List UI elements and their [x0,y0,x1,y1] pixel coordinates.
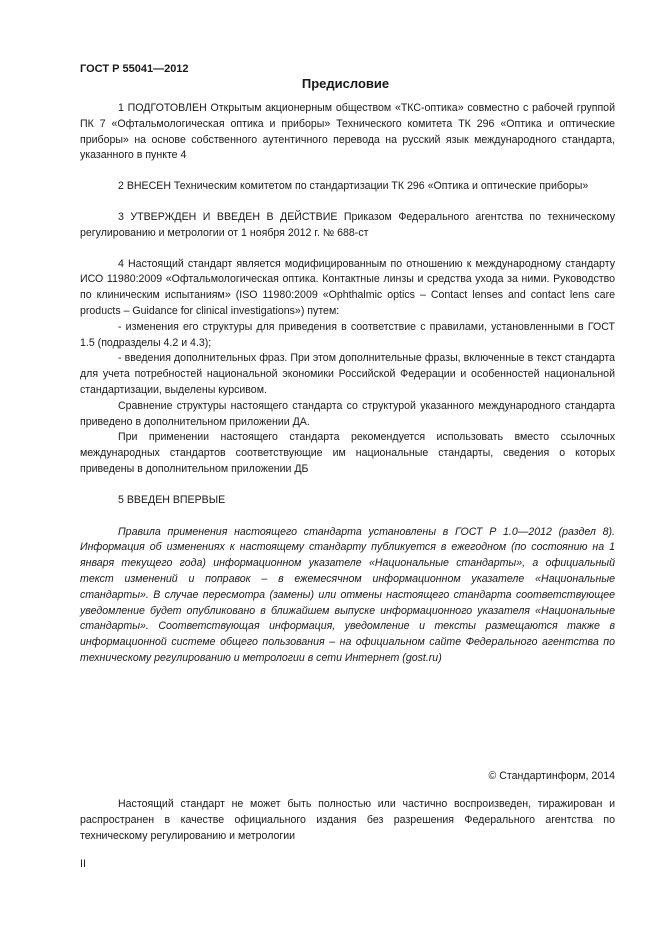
copyright: © Стандартинформ, 2014 [488,770,615,782]
paragraph-2: 2 ВНЕСЕН Техническим комитетом по стандартизации ТК 296 «Оптика и оптические приборы» [118,180,589,193]
paragraph-4d: При применении настоящего стандарта рекомендуется использовать вместо ссылочных международных стандартов соответствующие им национальные стандарты, сведения о которых приведены в дополнительном приложении ДБ [80,431,615,475]
paragraph-4c: Сравнение структуры настоящего стандарта со структурой указанного международного стандарта приведено в дополнительном приложении ДА. [80,399,615,428]
page-number: II [80,858,86,870]
page-title: Предисловие [301,76,390,91]
paragraph-3: 3 УТВЕРЖДЕН И ВВЕДЕН В ДЕЙСТВИЕ Приказом Федерального агентства по техническому регулированию и метрологии от 1 ноября 2012 г. № 688-ст [80,210,615,239]
paragraph-4: 4 Настоящий стандарт является модифицированным по отношению к международному стандарту ИСО 11980:2009 «Офтальмологическая оптика. Контактные линзы и средства ухода за ними. Руководство по клиническим испытаниям» (ISO 11980:2009 «Ophthalmic optics – Contact lenses and contact lens care products – Guidance for clinical investigations») путем: [80,257,615,317]
standard-code: ГОСТ Р 55041—2012 [80,63,189,75]
reproduction-notice: Настоящий стандарт не может быть полностью или частично воспроизведен, тиражирован и распространен в качестве официального издания без разрешения Федерального агентства по техническому регулированию и метрологии [80,798,615,842]
paragraph-6-application-rules: Правила применения настоящего стандарта установлены в ГОСТ Р 1.0—2012 (раздел 8). Информация об изменениях к настоящему стандарту публикуется в ежегодном (по состоянию на 1 января текущего года) информационном указателе «Национальные стандарты», а официальный текст изменений и поправок – в ежемесячном информационном указателе «Национальные стандарты». В случае пересмотра (замены) или отмены настоящего стандарта соответствующее уведомление будет опубликовано в ближайшем выпуске информационного указателя «Национальные стандарты». Соответствующая информация, уведомление и тексты размещаются также в информационной системе общего пользования – на официальном сайте Федерального агентства по техническому регулированию и метрологии в сети Интернет (gost.ru) [80,525,615,664]
paragraph-5: 5 ВВЕДЕН ВПЕРВЫЕ [118,493,226,506]
preface-body [80,101,615,667]
paragraph-4b: - введения дополнительных фраз. При этом дополнительные фразы, включенные в текст стандарта для учета потребностей национальной экономики Российской Федерации и особенностей национальной стандартизации, выделены курсивом. [80,352,615,396]
paragraph-1: 1 ПОДГОТОВЛЕН Открытым акционерным обществом «ТКС-оптика» совместно с рабочей группой ПК 7 «Офтальмологическая оптика и приборы» Технического комитета ТК 296 «Оптика и оптические приборы» на основе собственного аутентичного перевода на русский язык международного стандарта, указанного в пункте 4 [80,102,615,162]
paragraph-4a: - изменения его структуры для приведения в соответствие с правилами, установленными в ГОСТ 1.5 (подразделы 4.2 и 4.3); [80,320,615,349]
